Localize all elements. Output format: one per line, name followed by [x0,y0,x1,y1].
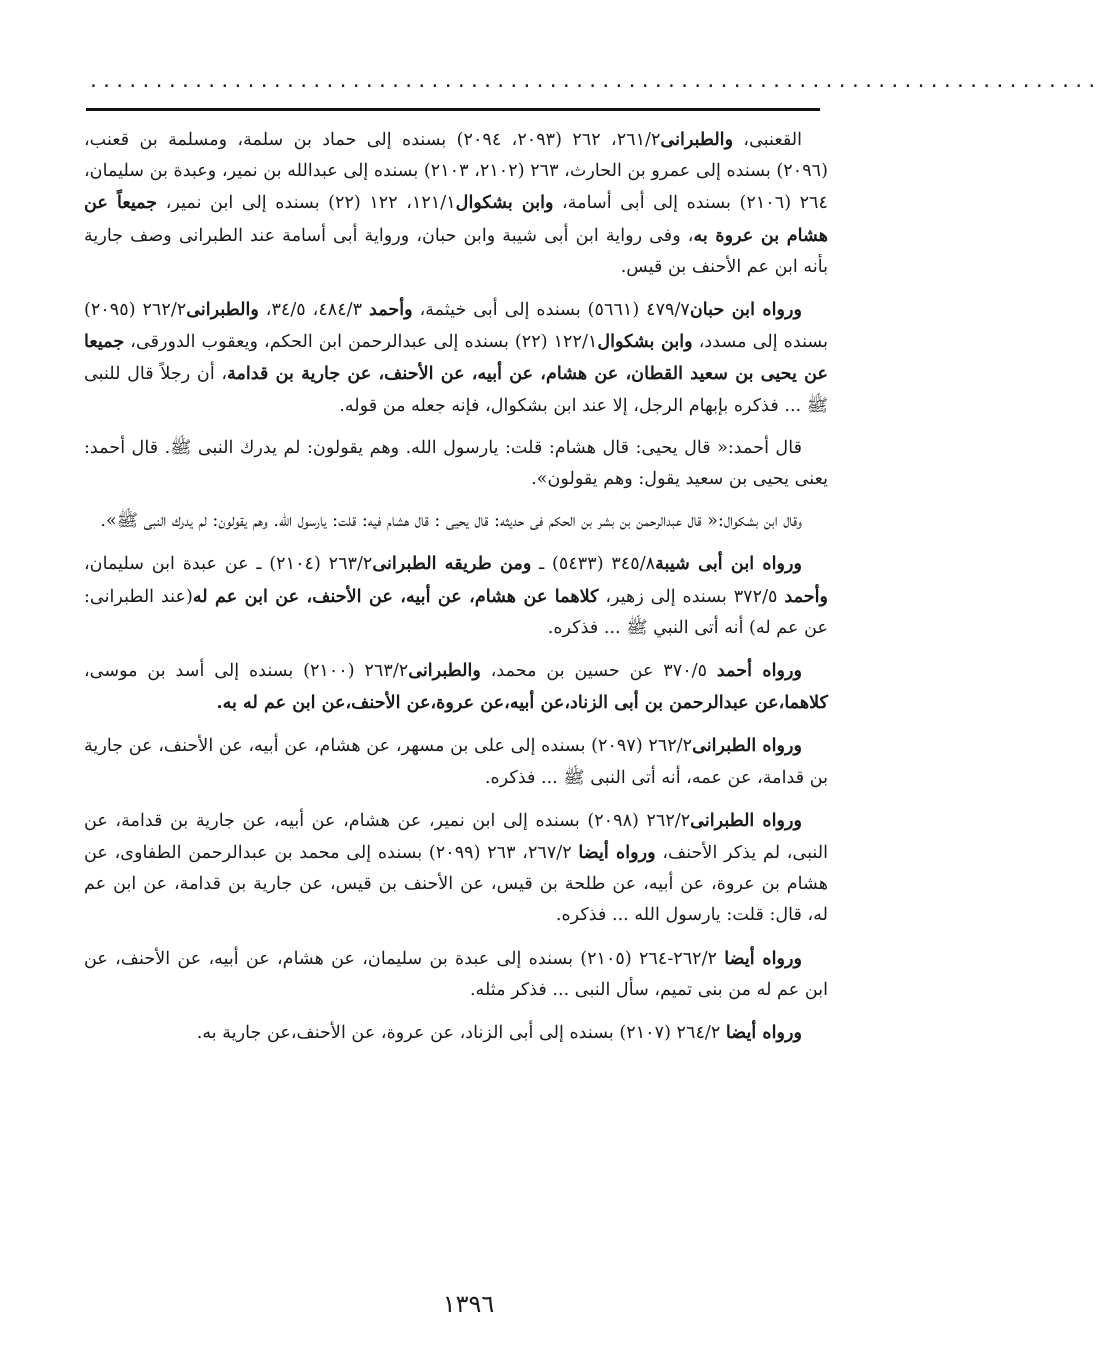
paragraph-text: وقال ابن بشكوال:« قال عبدالرحمن بن بشر بن الحكم فى حديثه: قال يحيى : قال هشام فيه: قلت: يارسول الله. وهم يقولون: لم يدرك النبى ﷺ». [100,511,802,532]
bold-citation: وابن بشكوال [455,192,554,214]
document-body [84,124,828,1060]
header-rule [86,108,820,111]
bold-citation: وأحمد [784,585,828,607]
bold-citation: ورواه أيضا [724,947,803,969]
paragraph [84,655,828,719]
paragraph [84,730,828,793]
bold-citation: ورواه ابن حبان [689,299,802,321]
paragraph [84,943,828,1006]
bold-citation: وأحمد [368,299,413,321]
paragraph-text: ، وفى رواية ابن أبى شيبة وابن حبان، ورواية أبى أسامة عند الطبرانى وصف جارية بأنه ابن عم الأحنف بن قيس. [84,225,828,277]
paragraph [84,548,828,644]
paragraph-text: ٢٦٣/٢ (٢١٠٠) بسنده إلى أسد بن موسى، [84,661,409,682]
header-dotted-line: ............................................................................. [88,71,1100,92]
bold-citation: جميعا عن يحيى بن سعيد القطان، عن هشام، عن أبيه، عن الأحنف، عن جارية بن قدامة [84,331,829,385]
bold-citation: كلاهما عن هشام، عن أبيه، عن الأحنف، عن ابن عم له [192,585,599,607]
paragraph [84,124,828,283]
paragraph-text: ١٢١/١، ١٢٢ (٢٢) بسنده إلى ابن نمير، [157,193,456,214]
paragraph-text: ٤٧٩/٧ (٥٦٦١) بسنده إلى أبى خيثمة، [412,300,690,321]
paragraph-text: ٣٤٥/٨ (٥٤٣٣) ـ [531,554,656,575]
paragraph-text: ١٢٢/١ (٢٢) بسنده إلى عبدالرحمن ابن الحكم، ويعقوب الدورقى، [124,332,598,353]
paragraph-text: (عند الطبرانى: عن عم له) أنه أتى النبي ﷺ ... فذكره. [84,586,828,638]
paragraph-text: ٢٦٢/٢ (٢٠٩٥) بسنده إلى مسدد، [84,300,828,353]
bold-citation: ورواه الطبرانى [692,735,802,757]
paragraph-text: ٢٦٣/٢ (٢١٠٤) ـ عن عبدة ابن سليمان، [84,554,373,575]
paragraph-text: ٢٦٧/٢، ٢٦٣ (٢٠٩٩) بسنده إلى محمد بن عبدالرحمن الطفاوى، عن هشام بن عروة، عن أبيه، عن طلحة بن قيس، عن الأحنف بن قيس، عن جارية بن قدامة، عن ابن عم له، قال: قلت: يارسول الله ... فذكره. [84,843,828,926]
bold-citation: ورواه أيضا [725,1022,802,1044]
bold-citation: ورواه أيضا [578,842,656,864]
bold-citation: كلاهما،عن عبدالرحمن بن أبى الزناد،عن أبيه،عن عروة،عن الأحنف،عن ابن عم له به. [216,692,828,714]
paragraph [84,1017,828,1049]
paragraph-text: ٢٦٢/٢ (٢٠٩٨) بسنده إلى ابن نمير، عن هشام، عن أبيه، عن جارية بن قدامة، عن النبى، لم يذكر الأحنف، [84,810,828,864]
bold-citation: والطبرانى [408,660,481,682]
bold-citation: وابن بشكوال [597,331,693,353]
page-number: ١٣٩٦ [442,1290,495,1318]
paragraph-text: ٣٧٢/٥ بسنده إلى زهير، [598,586,785,607]
paragraph [84,506,828,537]
paragraph-text: ٤٨٤/٣، ٣٤/٥، [258,300,369,321]
paragraph-text: قال أحمد:« قال يحيى: قال هشام: قلت: يارسول الله. وهم يقولون: لم يدرك النبى ﷺ. قال أحمد: يعنى يحيى بن سعيد يقول: وهم يقولون». [84,437,828,490]
paragraph-text: ٢٦١/٢، ٢٦٢ (٢٠٩٣، ٢٠٩٤) بسنده إلى حماد بن سلمة، ومسلمة بن قعنب، (٢٠٩٦) بسنده إلى عمرو بن الحارث، ٢٦٣ (٢١٠٢، ٢١٠٣) بسنده إلى عبدالله بن نمير، وعبدة بن سليمان، ٢٦٤ (٢١٠٦) بسنده إلى أبى أسامة، [84,130,828,214]
bold-citation: جميعاً عن هشام بن عروة به [84,192,828,246]
paragraph-text: ، أن رجلاً قال للنبى ﷺ ... فذكره بإبهام الرجل، إلا عند ابن بشكوال، فإنه جعله من قوله. [84,364,828,416]
paragraph-text: ٢٦٢/٢ (٢٠٩٧) بسنده إلى على بن مسهر، عن هشام، عن أبيه، عن الأحنف، عن جارية بن قدامة، عن عمه، أنه أتى النبى ﷺ ... فذكره. [84,736,828,788]
paragraph [84,805,828,932]
bold-citation: ومن طريقه الطبرانى [372,553,532,575]
bold-citation: والطبرانى [660,129,734,150]
bold-citation: والطبرانى [186,299,259,321]
bold-citation: ورواه أحمد [716,660,802,682]
paragraph-text: ٢٦٢/٢-٢٦٤ (٢١٠٥) بسنده إلى عبدة بن سليمان، عن هشام، عن أبيه، عن الأحنف، عن ابن عم له من بنى تميم، سأل النبى ... فذكر مثله. [84,948,828,1000]
bold-citation: ورواه الطبرانى [690,809,802,831]
paragraph-text: ٢٦٤/٢ (٢١٠٧) بسنده إلى أبى الزناد، عن عروة، عن الأحنف،عن جارية به. [196,1023,726,1044]
paragraph [84,433,828,495]
bold-citation: ورواه ابن أبى شيبة [655,553,802,575]
paragraph [84,294,828,422]
paragraph-text: القعنبى، [733,130,802,150]
paragraph-text: ٣٧٠/٥ عن حسين بن محمد، [480,661,717,682]
